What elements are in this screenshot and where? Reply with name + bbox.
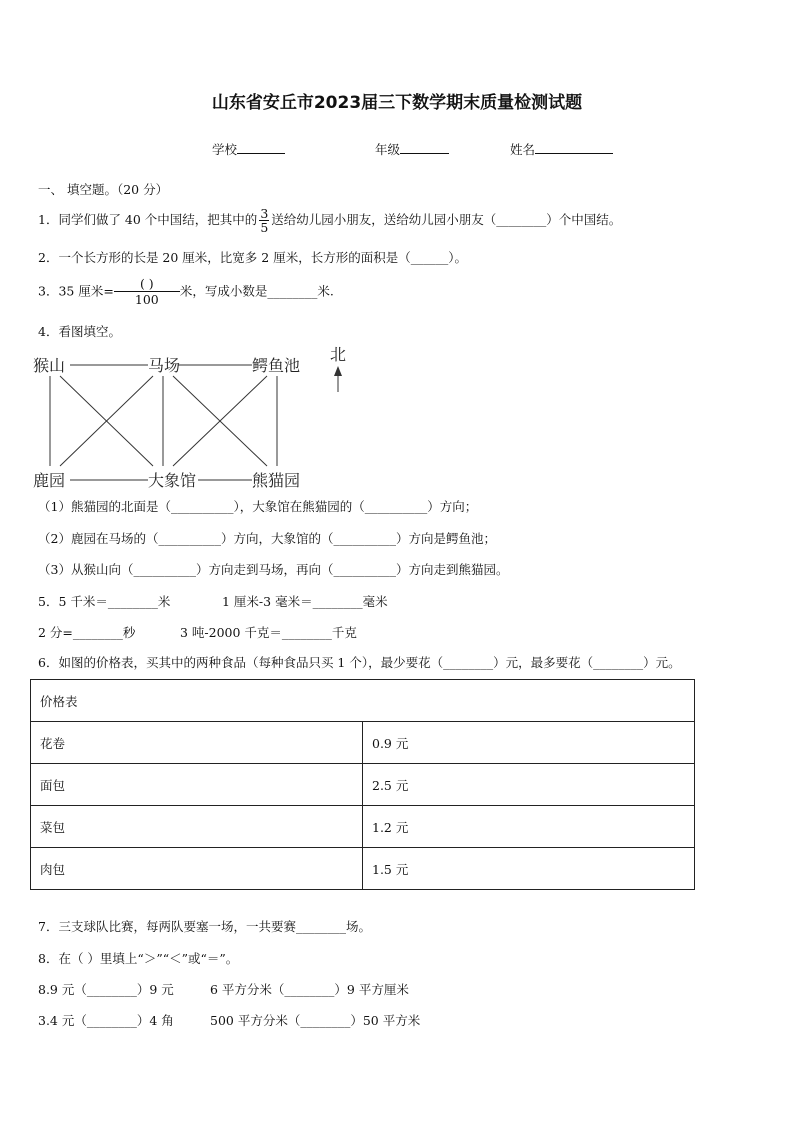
question-4: 4．看图填空。 — [38, 324, 121, 339]
question-1: 1．同学们做了 40 个中国结，把其中的 $\frac{3}{5}$ 送给幼儿园小朋友，送给幼儿园小朋友（________）个中国结。 — [38, 206, 622, 235]
question-3: 3．35 厘米= ( ) 100 米，写成小数是________米. — [38, 276, 334, 307]
table-header-row — [31, 680, 695, 722]
map-label-eyuchi: 鳄鱼池 — [252, 356, 301, 375]
question-4-sub-3: （3）从猴山向（__________）方向走到马场，再向（__________）方向走到熊猫园。 — [38, 562, 509, 577]
north-label: 北 — [330, 345, 347, 364]
map-label-daxiangguan: 大象馆 — [148, 471, 197, 490]
page-title: 山东省安丘市2023届三下数学期末质量检测试题 — [211, 93, 583, 113]
direction-map — [30, 340, 360, 495]
item-name: 菜包 — [31, 806, 363, 848]
school-field[interactable] — [212, 141, 285, 158]
item-name: 花卷 — [31, 722, 363, 764]
map-label-luyuan: 鹿园 — [33, 471, 66, 490]
question-7: 7．三支球队比赛，每两队要塞一场，一共要赛________场。 — [38, 919, 371, 934]
name-blank[interactable] — [535, 141, 613, 154]
north-arrow-icon — [334, 366, 342, 376]
fraction: ( ) 100 — [114, 276, 180, 307]
grade-field[interactable] — [375, 141, 449, 158]
question-6: 6．如图的价格表，买其中的两种食品（每种食品只买 1 个），最少要花（________）元，最多要花（________）元。 — [38, 655, 681, 670]
item-price: 0.9 元 — [363, 722, 695, 764]
item-price: 2.5 元 — [363, 764, 695, 806]
table-row — [31, 764, 695, 806]
school-blank[interactable] — [237, 141, 285, 154]
question-8-a: 8.9 元（________）9 元 — [38, 982, 174, 997]
question-2: 2．一个长方形的长是 20 厘米，比宽多 2 厘米，长方形的面积是（______）。 — [38, 250, 467, 265]
question-4-sub-2: （2）鹿园在马场的（__________）方向，大象馆的（__________）方向是鳄鱼池； — [38, 531, 496, 546]
school-label: 学校 — [212, 142, 238, 157]
question-5-d: 3 吨-2000 千克＝________千克 — [180, 625, 357, 640]
table-row — [31, 806, 695, 848]
table-row — [31, 722, 695, 764]
item-name: 面包 — [31, 764, 363, 806]
map-label-xiongmaoyuan: 熊猫园 — [252, 471, 301, 490]
name-field[interactable] — [510, 141, 613, 158]
question-8-c: 3.4 元（________）4 角 — [38, 1013, 174, 1028]
question-5-a: 5．5 千米＝________米 — [38, 594, 171, 609]
table-row — [31, 848, 695, 890]
price-table — [30, 679, 695, 890]
grade-blank[interactable] — [400, 141, 449, 154]
item-price: 1.5 元 — [363, 848, 695, 890]
map-label-machang: 马场 — [148, 356, 181, 375]
grade-label: 年级 — [375, 142, 401, 157]
question-8-b: 6 平方分米（________）9 平方厘米 — [210, 982, 409, 997]
question-5-c: 2 分=________秒 — [38, 625, 136, 640]
item-name: 肉包 — [31, 848, 363, 890]
question-8-d: 500 平方分米（________）50 平方米 — [210, 1013, 421, 1028]
name-label: 姓名 — [510, 142, 536, 157]
question-8: 8．在（ ）里填上“＞”“＜”或“＝”。 — [38, 951, 239, 966]
question-4-sub-1: （1）熊猫园的北面是（__________），大象馆在熊猫园的（__________）方向； — [38, 499, 478, 514]
section-heading: 一、 填空题。（20 分） — [38, 182, 169, 197]
question-5-b: 1 厘米-3 毫米＝________毫米 — [222, 594, 388, 609]
map-label-houshan: 猴山 — [33, 356, 66, 375]
item-price: 1.2 元 — [363, 806, 695, 848]
table-title: 价格表 — [31, 680, 695, 722]
fraction: $\frac{3}{5}$ — [260, 206, 269, 235]
